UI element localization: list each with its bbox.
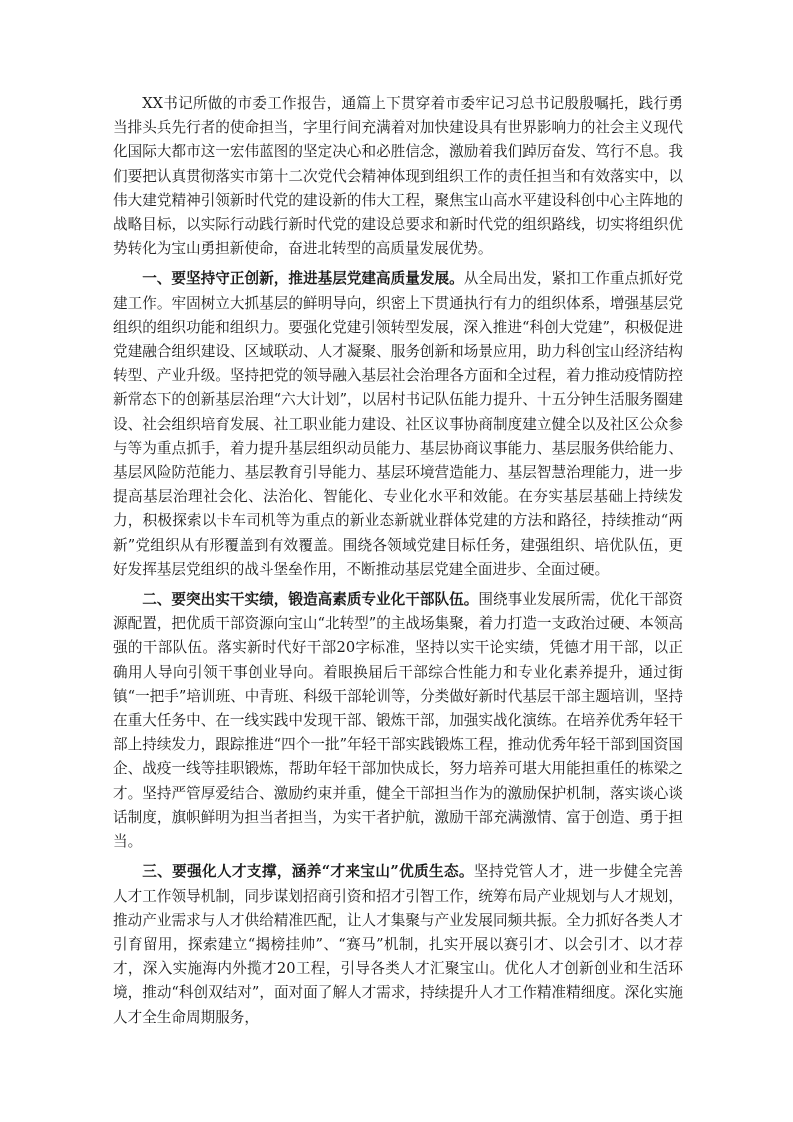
paragraph-intro xyxy=(113,92,683,261)
section-heading-1: 一、要坚持守正创新，推进基层党建高质量发展。 xyxy=(142,270,464,288)
paragraph-section-2 xyxy=(113,588,683,854)
section-heading-3: 三、要强化人才支撑，涵养“才来宝山”优质生态。 xyxy=(142,863,474,881)
section-heading-2: 二、要突出实干实绩，锻造高素质专业化干部队伍。 xyxy=(142,591,479,609)
paragraph-body: 从全局出发，紧扣工作重点抓好党建工作。牢固树立大抓基层的鲜明导向，织密上下贯通执行有力的组织体系，增强基层党组织的组织功能和组织力。要强化党建引领转型发展，深入推进“科创大党建”，积极促进党建融合组织建设、区域联动、人才凝聚、服务创新和场景应用，助力科创宝山经济结构转型、产业升级。坚持把党的领导融入基层社会治理各方面和全过程，着力推动疫情防控新常态下的创新基层治理“六大计划”，以居村书记队伍能力提升、十五分钟生活服务圈建设、社会组织培育发展、社工职业能力建设、社区议事协商制度建立健全以及社区公众参与等为重点抓手，着力提升基层组织动员能力、基层协商议事能力、基层服务供给能力、基层风险防范能力、基层教育引导能力、基层环境营造能力、基层智慧治理能力，进一步提高基层治理社会化、法治化、智能化、专业化水平和效能。在夯实基层基础上持续发力，积极探索以卡车司机等为重点的新业态新就业群体党建的方法和路径，持续推动“两新”党组织从有形覆盖到有效覆盖。围绕各领域党建目标任务，建强组织、培优队伍，更好发挥基层党组织的战斗堡垒作用，不断推动基层党建全面进步、全面过硬。 xyxy=(113,270,683,578)
document-page xyxy=(113,92,683,1036)
paragraph-body: XX书记所做的市委工作报告，通篇上下贯穿着市委牢记习总书记殷殷嘱托，践行勇当排头兵先行者的使命担当，字里行间充满着对加快建设具有世界影响力的社会主义现代化国际大都市这一宏伟蓝图的坚定决心和必胜信念，激励着我们踔厉奋发、笃行不息。我们要把认真贯彻落实市第十二次党代会精神体现到组织工作的责任担当和有效落实中，以伟大建党精神引领新时代党的建设新的伟大工程，聚焦宝山高水平建设科创中心主阵地的战略目标，以实际行动践行新时代党的建设总要求和新时代党的组织路线，切实将组织优势转化为宝山勇担新使命，奋进北转型的高质量发展优势。 xyxy=(113,95,683,258)
paragraph-body: 围绕事业发展所需，优化干部资源配置，把优质干部资源向宝山“北转型”的主战场集聚，着力打造一支政治过硬、本领高强的干部队伍。落实新时代好干部20字标准，坚持以实干论实绩，凭德才用干部，以正确用人导向引领干事创业导向。着眼换届后干部综合性能力和专业化素养提升，通过街镇“一把手”培训班、中青班、科级干部轮训等，分类做好新时代基层干部主题培训，坚持在重大任务中、在一线实践中发现干部、锻炼干部，加强实战化演练。在培养优秀年轻干部上持续发力，跟踪推进“四个一批”年轻干部实践锻炼工程，推动优秀年轻干部到国资国企、战疫一线等挂职锻炼，帮助年轻干部加快成长，努力培养可堪大用能担重任的栋梁之才。坚持严管厚爱结合、激励约束并重，健全干部担当作为的激励保护机制，落实谈心谈话制度，旗帜鲜明为担当者担当，为实干者护航，激励干部充满激情、富于创造、勇于担当。 xyxy=(113,591,683,851)
paragraph-body: 坚持党管人才，进一步健全完善人才工作领导机制，同步谋划招商引资和招才引智工作，统筹布局产业规划与人才规划，推动产业需求与人才供给精准匹配，让人才集聚与产业发展同频共振。全力抓好各类人才引育留用，探索建立“揭榜挂帅”、“赛马”机制，扎实开展以赛引才、以会引才、以才荐才，深入实施海内外揽才20工程，引导各类人才汇聚宝山。优化人才创新创业和生活环境，推动“科创双结对”，面对面了解人才需求，持续提升人才工作精准精细度。深化实施人才全生命周期服务， xyxy=(113,863,683,1026)
paragraph-section-3 xyxy=(113,860,683,1029)
paragraph-section-1 xyxy=(113,267,683,582)
